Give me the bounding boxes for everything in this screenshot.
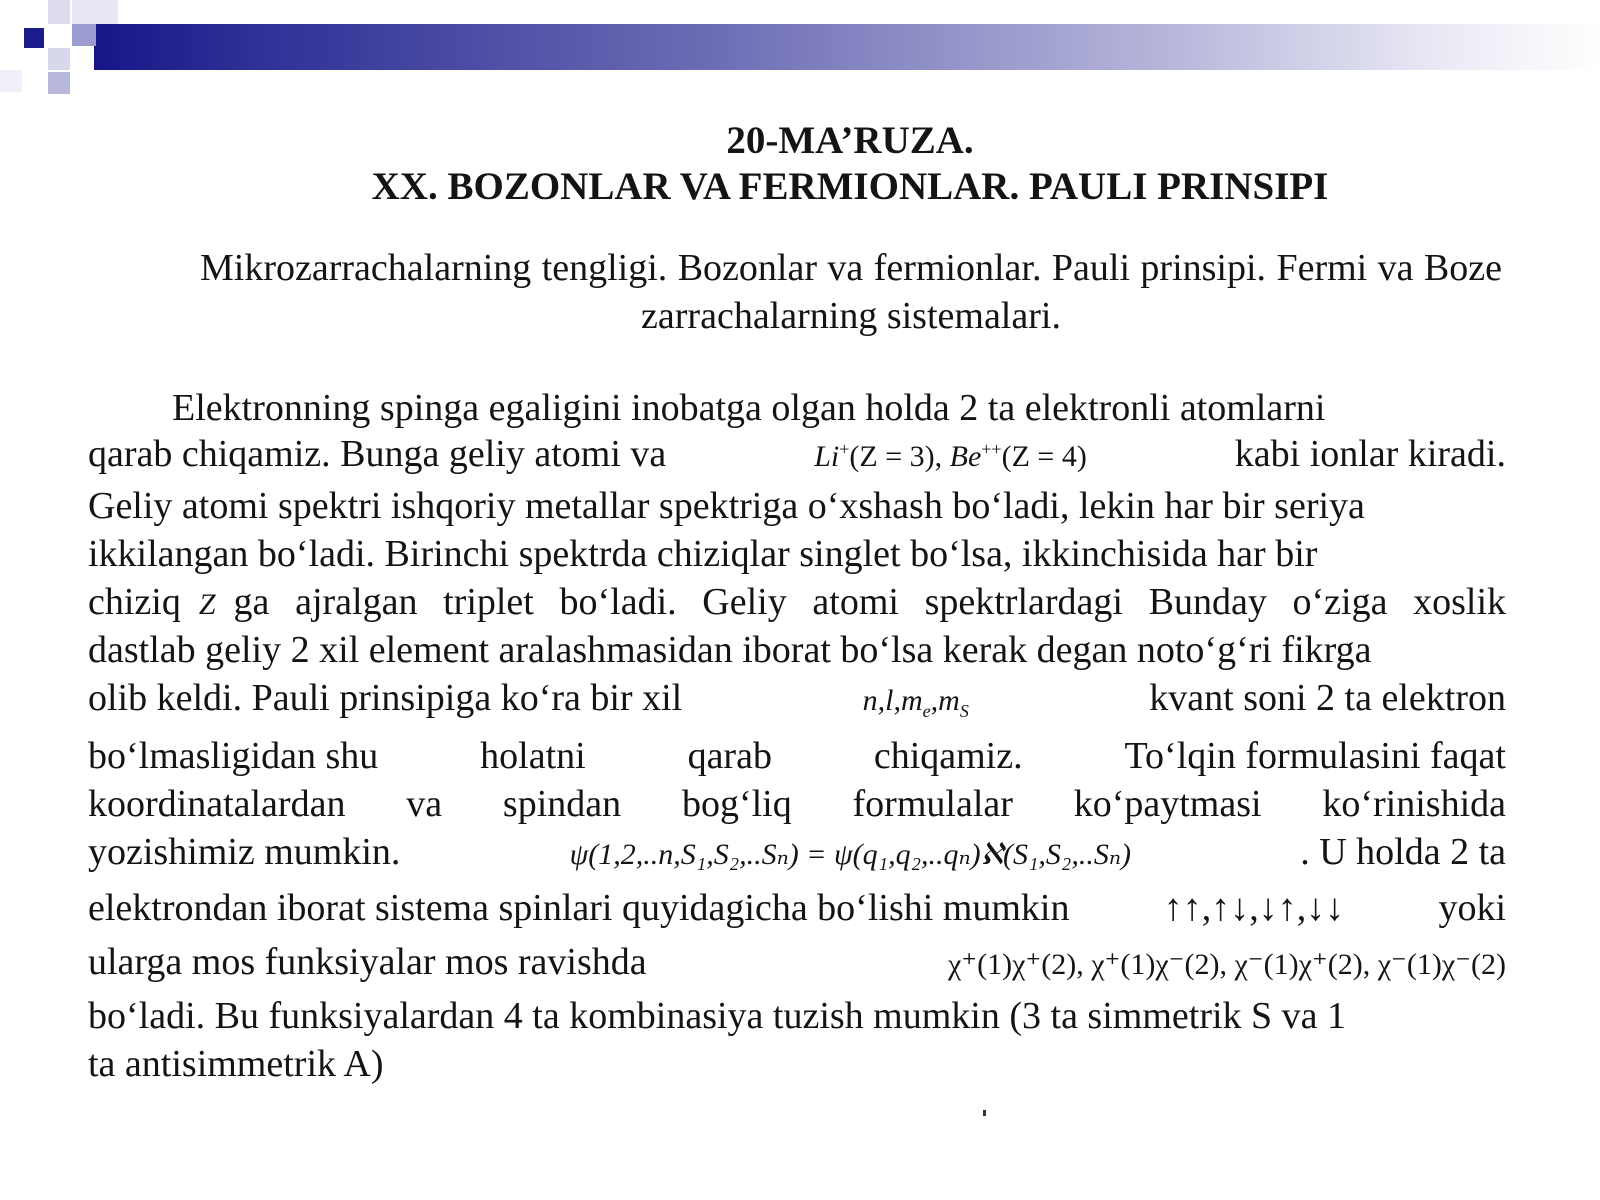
body-text: kabi ionlar kiradi.	[1234, 433, 1506, 475]
wavefunction-formula: ψ(1,2,..n,S₁,S₂,..Sₙ) = ψ(q₁,q₂,..qₙ)ℵ(S₁,S₂,..Sₙ)	[569, 838, 1131, 871]
decor-square	[0, 70, 22, 92]
body-line	[88, 830, 1506, 886]
formula-sup: ++	[981, 439, 1002, 459]
decor-square	[72, 24, 96, 46]
body-text: ta antisimmetrik A)	[88, 1043, 384, 1085]
body-line	[88, 886, 1506, 940]
decor-square	[48, 48, 70, 70]
body-text: ularga mos funksiyalar mos ravishda	[88, 941, 647, 983]
body-line	[88, 994, 1506, 1042]
body-text: bo‘ladi. Bu funksiyalardan 4 ta kombinasiya tuzish mumkin (3 ta simmetrik S va 1	[88, 995, 1347, 1037]
body-line	[88, 432, 1506, 484]
body-text: chiziq	[88, 581, 181, 623]
body-text: qarab chiqamiz. Bunga geliy atomi va	[88, 433, 667, 475]
formula-sup: +	[839, 439, 850, 459]
formula-z: (Z = 4)	[1001, 440, 1087, 473]
ions-formula	[814, 439, 1087, 474]
body-text: elektrondan iborat sistema spinlari quyidagicha bo‘lishi mumkin	[88, 887, 1070, 929]
decor-square	[48, 0, 70, 24]
gradient-bar	[94, 24, 1600, 70]
body-text: ikkilangan bo‘ladi. Birinchi spektrda chiziqlar singlet bo‘lsa, ikkinchisida har bir	[88, 533, 1318, 575]
decor-square	[48, 72, 70, 94]
body-text: . U holda 2 ta	[1300, 831, 1506, 873]
body-line	[88, 1042, 1506, 1090]
lecture-body	[88, 386, 1506, 1090]
body-text: kvant soni 2 ta elektron	[1149, 677, 1506, 719]
body-text: Geliy atomi spektri ishqoriy metallar spektriga o‘xshash bo‘ladi, lekin har bir seriya	[88, 485, 1365, 527]
body-line	[88, 484, 1506, 532]
body-line	[88, 628, 1506, 676]
quantum-numbers-formula	[863, 684, 969, 722]
body-line	[88, 940, 1506, 994]
body-line	[88, 734, 1506, 782]
body-text: To‘lqin formulasini faqat	[1124, 735, 1506, 777]
body-text: bo‘lmasligidan shu	[88, 735, 379, 777]
body-text: chiqamiz.	[873, 735, 1023, 777]
stray-mark	[983, 1110, 986, 1116]
spin-arrows: ↑↑,↑↓,↓↑,↓↓	[1163, 887, 1345, 929]
lecture-subtitle: Mikrozarrachalarning tengligi. Bozonlar va fermionlar. Pauli prinsipi. Fermi va Boze zarrachalarning sistemalari.	[200, 247, 1502, 337]
formula-sub: S	[959, 701, 969, 721]
body-line	[88, 782, 1506, 830]
lecture-title: XX. BOZONLAR VA FERMIONLAR. PAULI PRINSIPI	[371, 165, 1329, 208]
spin-functions-formula: χ⁺(1)χ⁺(2), χ⁺(1)χ⁻(2), χ⁻(1)χ⁺(2), χ⁻(1)χ⁻(2)	[947, 948, 1506, 981]
z-symbol: Z	[198, 588, 216, 621]
slide-header-banner	[0, 0, 1600, 100]
body-text: Elektronning spinga egaligini inobatga olgan holda 2 ta elektronli atomlarni	[172, 387, 1326, 429]
formula-be: Be	[949, 440, 982, 473]
body-text: ga ajralgan triplet bo‘ladi. Geliy atomi spektrlardagi Bunday o‘ziga xoslik	[233, 581, 1506, 623]
body-line	[88, 532, 1506, 580]
body-text: yozishimiz mumkin.	[88, 831, 401, 873]
body-text: koordinatalardan va spindan bog‘liq formulalar ko‘paytmasi ko‘rinishida	[88, 783, 1506, 825]
body-text: olib keldi. Pauli prinsipiga ko‘ra bir xil	[88, 677, 683, 719]
formula-part: n,l,m	[862, 684, 923, 717]
formula-z: (Z = 3),	[849, 440, 943, 473]
decor-square	[24, 28, 44, 48]
body-line	[88, 676, 1506, 734]
body-line	[88, 580, 1506, 628]
body-text: holatni	[480, 735, 586, 777]
decor-square	[72, 0, 118, 24]
body-text: dastlab geliy 2 xil element aralashmasidan iborat bo‘lsa kerak degan noto‘g‘ri fikrga	[88, 629, 1372, 671]
body-line	[88, 386, 1506, 432]
formula-sub: e	[922, 701, 931, 721]
body-text: qarab	[687, 735, 772, 777]
formula-li: Li	[814, 440, 840, 473]
formula-part: ,m	[930, 684, 960, 717]
body-text: yoki	[1438, 887, 1506, 929]
lecture-number: 20-MA’RUZA.	[726, 119, 974, 162]
